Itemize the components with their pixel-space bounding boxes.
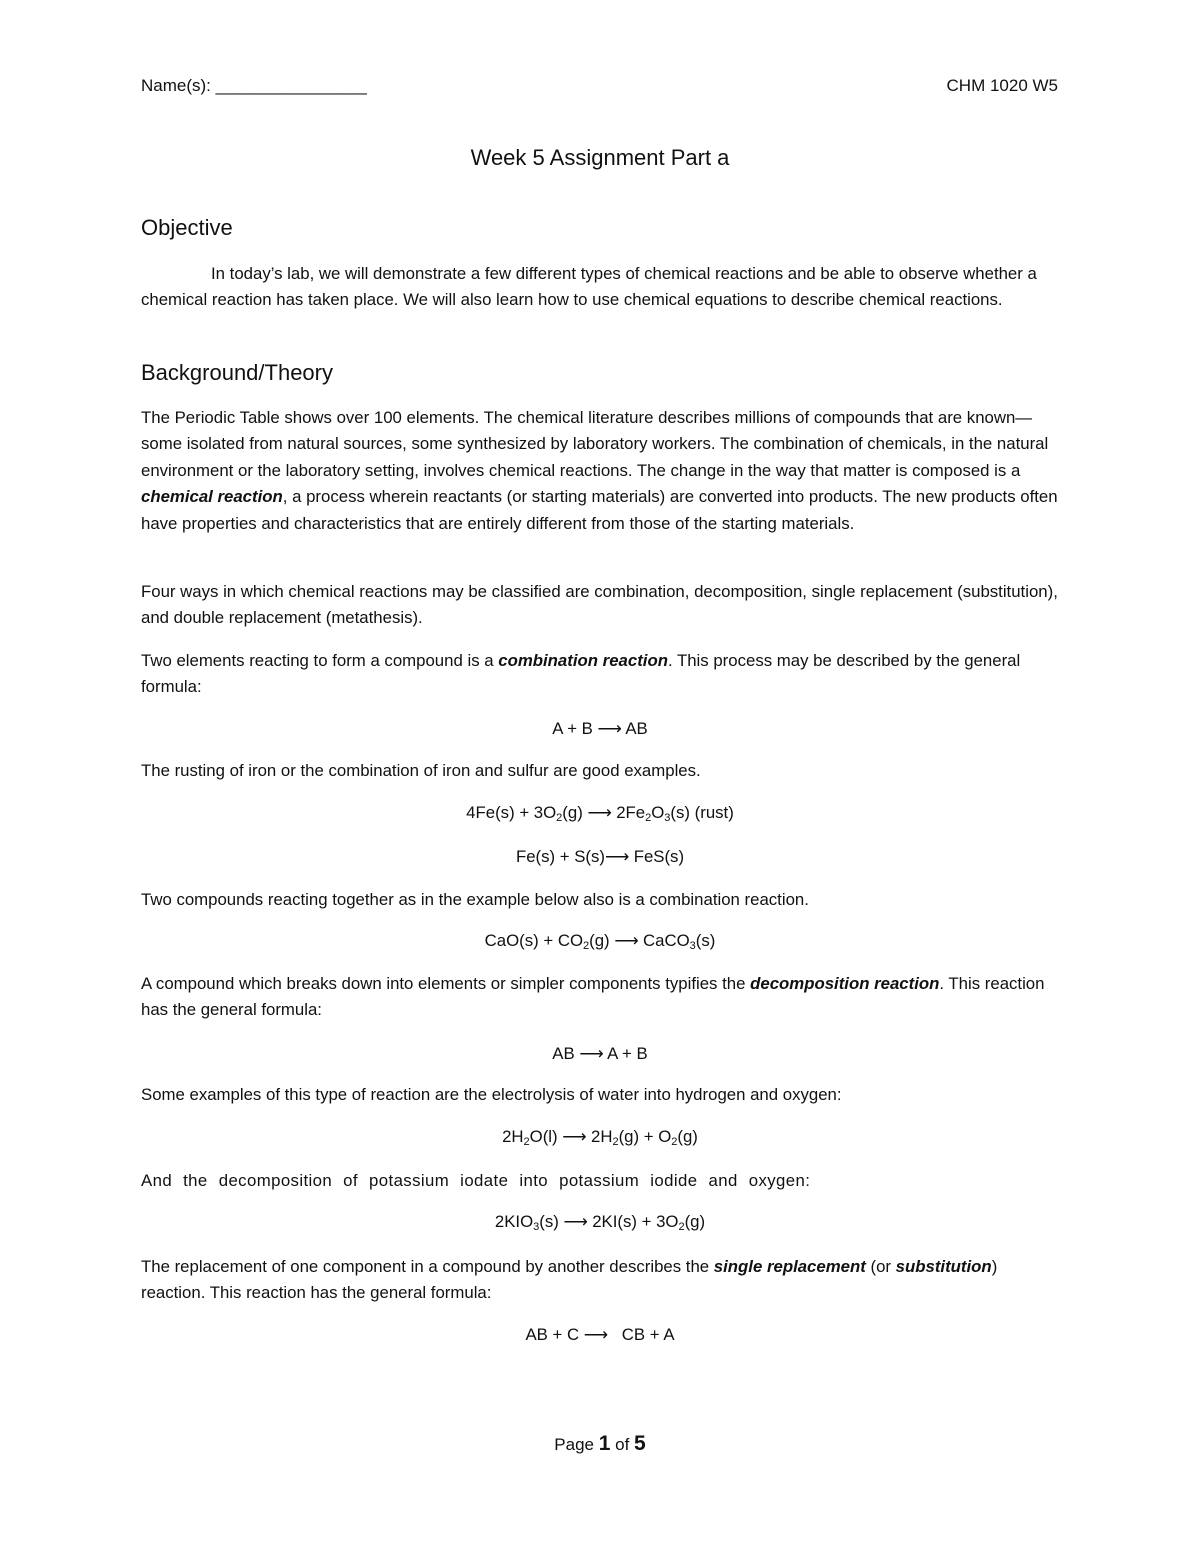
term-combination-reaction: combination reaction xyxy=(498,651,668,670)
equation-potassium-iodate xyxy=(0,1211,1200,1232)
text-run: (or xyxy=(865,1257,896,1276)
text-run: The replacement of one component in a compound by another describes the xyxy=(141,1257,714,1276)
eq-subscript: 2 xyxy=(556,812,563,824)
eq-subscript: 2 xyxy=(523,1136,530,1148)
eq-part: O(l) ⟶ 2H xyxy=(529,1127,613,1146)
eq-part: (g) ⟶ 2Fe xyxy=(562,803,646,822)
text-run: , a process wherein reactants (or starting materials) are converted into products. The new products often have properties and characteristics that are entirely different from those of the starting materials. xyxy=(141,487,1058,533)
text-run: The Periodic Table shows over 100 elements. The chemical literature describes millions of compounds that are known—some isolated from natural sources, some synthesized by laboratory workers. The combination of chemicals, in the natural environment or the laboratory setting, involves chemical reactions. The change in the way that matter is composed is a xyxy=(141,408,1049,480)
equation-calcium-carbonate xyxy=(0,930,1200,951)
term-decomposition-reaction: decomposition reaction xyxy=(750,974,940,993)
background-paragraph-1 xyxy=(141,405,1066,537)
objective-text: In today’s lab, we will demonstrate a few different types of chemical reactions and be able to observe whether a chemical reaction has taken place. We will also learn how to use chemical equations to describe chemical reactions. xyxy=(141,264,1037,310)
equation-rust xyxy=(0,802,1200,823)
eq-part: (g) ⟶ CaCO xyxy=(589,931,690,950)
eq-subscript: 2 xyxy=(612,1136,619,1148)
background-paragraph-8: And the decomposition of potassium iodate into potassium iodide and oxygen: xyxy=(141,1171,811,1190)
term-substitution: substitution xyxy=(895,1257,992,1276)
eq-part: 4Fe(s) + 3O xyxy=(466,803,557,822)
background-paragraph-9 xyxy=(141,1254,1066,1307)
equation-decomposition-general: AB ⟶ A + B xyxy=(552,1044,648,1063)
course-code: CHM 1020 W5 xyxy=(946,76,1058,95)
background-paragraph-2: Four ways in which chemical reactions may be classified are combination, decomposition, single replacement (substitution), and double replacement (metathesis). xyxy=(141,582,1058,628)
name-field-label: Name(s): ________________ xyxy=(141,76,367,95)
eq-subscript: 3 xyxy=(533,1221,540,1233)
background-paragraph-6 xyxy=(141,971,1066,1024)
page-title: Week 5 Assignment Part a xyxy=(470,145,730,170)
text-run: Two elements reacting to form a compound is a xyxy=(141,651,499,670)
eq-part: (g) + O xyxy=(618,1127,672,1146)
text-run: A compound which breaks down into elements or simpler components typifies the xyxy=(141,974,751,993)
total-page-count: 5 xyxy=(634,1432,646,1455)
eq-subscript: 2 xyxy=(678,1221,685,1233)
term-chemical-reaction: chemical reaction xyxy=(141,487,283,507)
equation-single-replacement-general: AB + C ⟶ CB + A xyxy=(525,1325,675,1344)
eq-part: 2KIO xyxy=(494,1212,534,1231)
background-heading: Background/Theory xyxy=(141,360,333,385)
eq-part: CaO(s) + CO xyxy=(484,931,584,950)
footer-text: of xyxy=(610,1435,635,1454)
eq-part: (g) xyxy=(677,1127,698,1146)
eq-part: (s) ⟶ 2KI(s) + 3O xyxy=(539,1212,679,1231)
eq-subscript: 3 xyxy=(689,940,696,952)
eq-subscript: 3 xyxy=(664,812,671,824)
eq-subscript: 2 xyxy=(671,1136,678,1148)
eq-subscript: 2 xyxy=(645,812,652,824)
equation-electrolysis xyxy=(0,1126,1200,1147)
text-run: ) reaction. This reaction has the general formula: xyxy=(141,1257,998,1303)
eq-part: (g) xyxy=(684,1212,706,1231)
eq-part: O xyxy=(651,803,665,822)
term-single-replacement: single replacement xyxy=(713,1257,866,1276)
eq-part: 2H xyxy=(502,1127,524,1146)
footer-text: Page xyxy=(554,1435,599,1454)
text-run: . This process may be described by the general formula: xyxy=(141,651,1021,697)
background-paragraph-5: Two compounds reacting together as in the example below also is a combination reaction. xyxy=(141,890,809,909)
equation-combination-general: A + B ⟶ AB xyxy=(552,719,648,738)
text-run: . This reaction has the general formula: xyxy=(141,974,1045,1020)
background-paragraph-7: Some examples of this type of reaction are the electrolysis of water into hydrogen and oxygen: xyxy=(141,1085,842,1104)
equation-iron-sulfide: Fe(s) + S(s)⟶ FeS(s) xyxy=(515,847,685,866)
eq-subscript: 2 xyxy=(583,940,590,952)
eq-part: (s) xyxy=(695,931,716,950)
objective-heading: Objective xyxy=(141,215,233,240)
page-footer xyxy=(0,1432,1200,1456)
background-paragraph-3 xyxy=(141,648,1066,701)
background-paragraph-4: The rusting of iron or the combination of iron and sulfur are good examples. xyxy=(141,761,701,780)
current-page-number: 1 xyxy=(598,1432,611,1455)
eq-part: (s) (rust) xyxy=(670,803,734,822)
